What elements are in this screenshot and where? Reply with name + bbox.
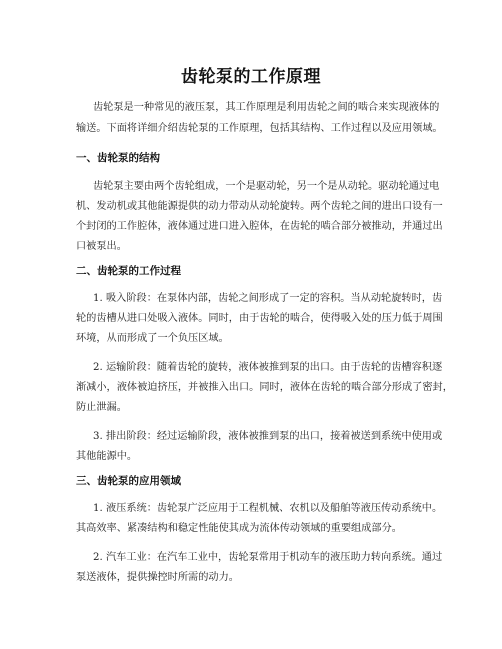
- paragraph-line: 防止泄漏。: [76, 402, 127, 413]
- paragraph-line: 泵送液体，提供操控时所需的动力。: [76, 572, 239, 583]
- paragraph-line: 机、发动机或其他能源提供的动力带动从动轮旋转。两个齿轮之间的进出口设有一: [76, 201, 443, 212]
- section-heading-process: 二、齿轮泵的工作过程: [76, 265, 181, 277]
- intro-line: 输送。下面将详细介绍齿轮泵的工作原理，包括其结构、工作过程以及应用领域。: [76, 123, 443, 134]
- paragraph-line: 2. 汽车工业：在汽车工业中，齿轮泵常用于机动车的液压助力转向系统。通过: [93, 552, 443, 563]
- paragraph-line: 轮的齿槽从进口处吸入液体。同时，由于齿轮的啮合，使得吸入处的压力低于周围: [76, 313, 443, 324]
- section-heading-applications: 三、齿轮泵的应用领域: [76, 475, 181, 487]
- paragraph-line: 环境，从而形成了一个负压区域。: [76, 333, 229, 344]
- paragraph-line: 其他能源中。: [76, 451, 138, 462]
- paragraph-line: 1. 液压系统：齿轮泵广泛应用于工程机械、农机以及船舶等液压传动系统中。: [93, 503, 443, 514]
- paragraph-line: 其高效率、紧凑结构和稳定性能使其成为流体传动领域的重要组成部分。: [76, 523, 402, 534]
- paragraph-line: 3. 排出阶段：经过运输阶段，液体被推到泵的出口，接着被送到系统中使用或: [93, 431, 443, 442]
- intro-line: 齿轮泵是一种常见的液压泵，其工作原理是利用齿轮之间的啮合来实现液体的: [93, 102, 440, 113]
- paragraph-line: 1. 吸入阶段：在泵体内部，齿轮之间形成了一定的容积。当从动轮旋转时，齿: [93, 293, 443, 304]
- document-title: 齿轮泵的工作原理: [181, 67, 321, 87]
- paragraph-line: 2. 运输阶段：随着齿轮的旋转，液体被推到泵的出口。由于齿轮的齿槽容积逐: [93, 362, 443, 373]
- paragraph-line: 口被泵出。: [76, 241, 127, 252]
- paragraph-line: 齿轮泵主要由两个齿轮组成，一个是驱动轮，另一个是从动轮。驱动轮通过电: [93, 181, 440, 192]
- paragraph-line: 渐减小，液体被迫挤压，并被推入出口。同时，液体在齿轮的啮合部分形成了密封，: [76, 382, 453, 393]
- section-heading-structure: 一、齿轮泵的结构: [76, 152, 160, 164]
- paragraph-line: 个封闭的工作腔体，液体通过进口进入腔体，在齿轮的啮合部分被推动，并通过出: [76, 221, 443, 232]
